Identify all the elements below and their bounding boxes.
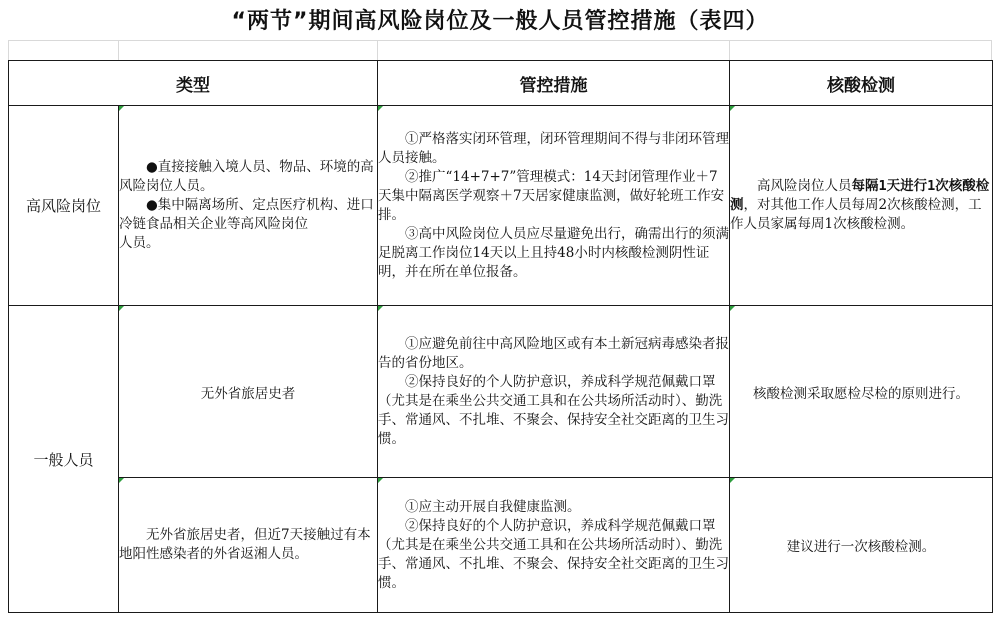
control-measures-table [8, 60, 993, 613]
gridline [8, 40, 9, 60]
cell-marker-icon [730, 106, 735, 111]
measure-item-1: ①应主动开展自我健康监测。 [405, 498, 581, 515]
gridline [729, 40, 730, 60]
measure-item-1: ①应避免前往中高风险地区或有本土新冠病毒感染者报告的省份地区。 [378, 335, 729, 371]
scope-item-1: ●直接接触入境人员、物品、环境的高风险岗位人员。 [119, 159, 374, 194]
test-cell-general-2[interactable] [730, 478, 993, 613]
test-text-post: ，对其他工作人员每周2次核酸检测，工作人员家属每周1次核酸检测。 [730, 197, 982, 232]
table-title: “两节”期间高风险岗位及一般人员管控措施（表四） [231, 9, 769, 34]
cell-marker-icon [119, 306, 124, 311]
header-control-measures[interactable]: 管控措施 [378, 61, 730, 106]
category-general[interactable]: 一般人员 [9, 306, 119, 613]
test-cell-high-risk[interactable] [730, 106, 993, 306]
measures-cell-general-1[interactable] [378, 306, 730, 478]
header-row [9, 61, 993, 106]
test-text-bold: 每隔1天进行1次核酸检测 [730, 178, 990, 213]
table-row-high-risk [9, 106, 993, 306]
cell-marker-icon [378, 478, 383, 483]
cell-marker-icon [730, 306, 735, 311]
table-row-general-2 [9, 478, 993, 613]
scope-cell-high-risk[interactable] [119, 106, 378, 306]
test-cell-general-1[interactable] [730, 306, 993, 478]
measure-item-1: ①严格落实闭环管理，闭环管理期间不得与非闭环管理人员接触。 [378, 130, 729, 166]
cell-marker-icon [378, 306, 383, 311]
table-row-general-1 [9, 306, 993, 478]
cell-marker-icon [378, 106, 383, 111]
scope-item-2: ●集中隔离场所、定点医疗机构、进口冷链食品相关企业等高风险岗位 [119, 197, 374, 232]
measure-item-2: ②推广“14+7+7”管理模式：14天封闭管理作业＋7天集中隔离医学观察＋7天居家健康监测，做好轮班工作安排。 [378, 168, 725, 223]
measure-item-2: ②保持良好的个人防护意识，养成科学规范佩戴口罩（尤其是在乘坐公共交通工具和在公共场所活动时）、勤洗手、常通风、不扎堆、不聚会、保持安全社交距离的卫生习惯。 [378, 517, 729, 591]
category-high-risk[interactable]: 高风险岗位 [9, 106, 119, 306]
test-text-pre: 高风险岗位人员 [757, 178, 852, 194]
measures-cell-high-risk[interactable] [378, 106, 730, 306]
scope-cell-general-2[interactable] [119, 478, 378, 613]
scope-text-general-2: 无外省旅居史者，但近7天接触过有本地阳性感染者的外省返湘人员。 [119, 527, 371, 562]
scope-item-3: 人员。 [119, 235, 160, 251]
scope-cell-general-1[interactable] [119, 306, 378, 478]
test-text-high-risk [730, 177, 992, 234]
measures-cell-general-2[interactable] [378, 478, 730, 613]
gridline [8, 40, 992, 41]
cell-marker-icon [730, 478, 735, 483]
measure-item-2: ②保持良好的个人防护意识，养成科学规范佩戴口罩（尤其是在乘坐公共交通工具和在公共场所活动时）、勤洗手、常通风、不扎堆、不聚会、保持安全社交距离的卫生习惯。 [378, 373, 729, 447]
header-nucleic-acid-test[interactable]: 核酸检测 [730, 61, 993, 106]
test-text-general-2: 建议进行一次核酸检测。 [786, 539, 936, 555]
cell-marker-icon [119, 478, 124, 483]
scope-text-general-1: 无外省旅居史者 [200, 385, 296, 402]
test-text-general-1: 核酸检测采取愿检尽检的原则进行。 [753, 385, 969, 402]
measure-item-3: ③高中风险岗位人员应尽量避免出行，确需出行的须满足脱离工作岗位14天以上且持48小时内核酸检测阴性证明，并在所在单位报备。 [378, 225, 729, 280]
gridline [991, 40, 992, 60]
header-type[interactable]: 类型 [9, 61, 378, 106]
cell-marker-icon [119, 106, 124, 111]
gridline [377, 40, 378, 60]
gridline [118, 40, 119, 60]
